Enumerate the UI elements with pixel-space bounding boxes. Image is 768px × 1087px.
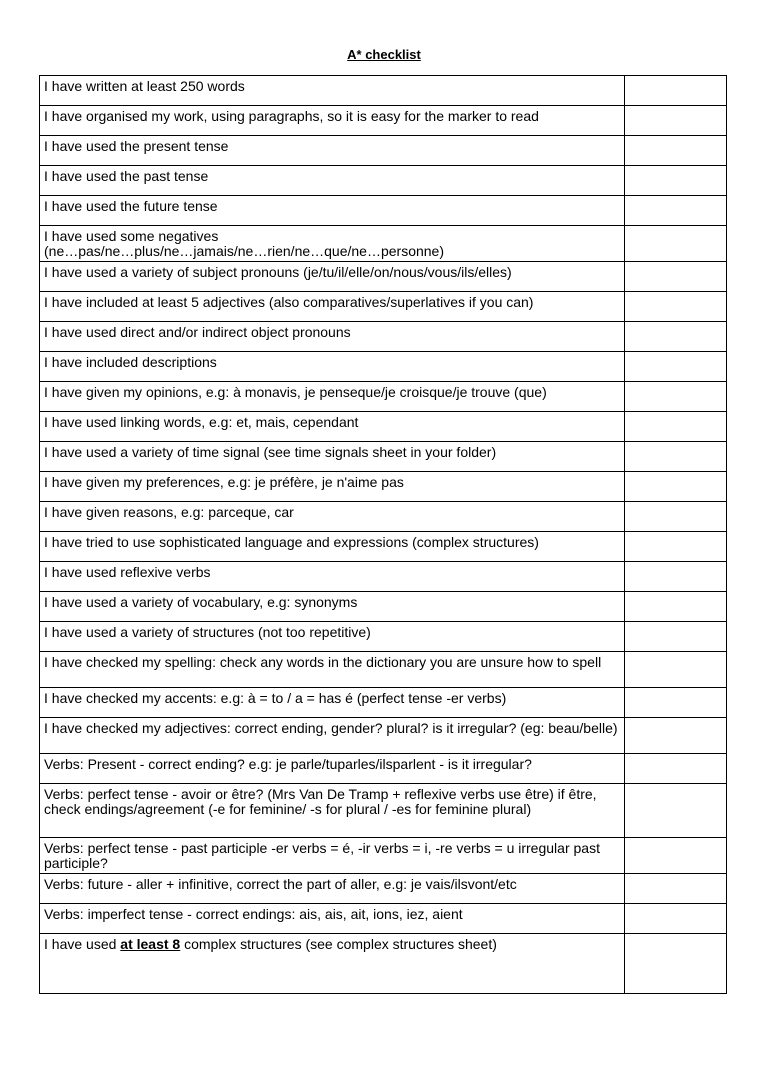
checklist-rows <box>40 76 727 994</box>
checkbox-cell[interactable] <box>625 412 727 442</box>
checkbox-cell[interactable] <box>625 874 727 904</box>
checklist-item-text: I have checked my accents: e.g: à = to / a = has é (perfect tense -er verbs) <box>40 688 625 718</box>
checkbox-cell[interactable] <box>625 904 727 934</box>
checklist-item-text: I have used the present tense <box>40 136 625 166</box>
checklist-row <box>40 784 727 838</box>
checklist-item-text: Verbs: Present - correct ending? e.g: je parle/tuparles/ilsparlent - is it irregular? <box>40 754 625 784</box>
checklist-item-text: I have given reasons, e.g: parceque, car <box>40 502 625 532</box>
checklist-row <box>40 76 727 106</box>
checkbox-cell[interactable] <box>625 196 727 226</box>
checklist-item-text: I have checked my spelling: check any words in the dictionary you are unsure how to spell <box>40 652 625 688</box>
checklist-item-text: I have used a variety of subject pronouns (je/tu/il/elle/on/nous/vous/ils/elles) <box>40 262 625 292</box>
page-title: A* checklist <box>347 47 421 62</box>
checkbox-cell[interactable] <box>625 502 727 532</box>
checklist-row <box>40 592 727 622</box>
item-text-before: I have used <box>44 936 121 952</box>
checklist-row <box>40 652 727 688</box>
checkbox-cell[interactable] <box>625 166 727 196</box>
checklist-row <box>40 226 727 262</box>
checklist-item-text: Verbs: imperfect tense - correct endings: ais, ais, ait, ions, iez, aient <box>40 904 625 934</box>
checkbox-cell[interactable] <box>625 622 727 652</box>
checklist-row <box>40 904 727 934</box>
checklist-row <box>40 718 727 754</box>
checkbox-cell[interactable] <box>625 652 727 688</box>
checklist-item-text: I have used linking words, e.g: et, mais, cependant <box>40 412 625 442</box>
checklist-item-text: I have given my preferences, e.g: je préfère, je n'aime pas <box>40 472 625 502</box>
checklist-item-text: I have used the future tense <box>40 196 625 226</box>
checkbox-cell[interactable] <box>625 292 727 322</box>
checklist-row <box>40 292 727 322</box>
checklist-item-text: Verbs: perfect tense - avoir or être? (Mrs Van De Tramp + reflexive verbs use être) if être, check endings/agreement (-e for feminine/ -s for plural / -es for feminine plural) <box>40 784 625 838</box>
checklist-row <box>40 622 727 652</box>
checklist-table <box>39 75 727 994</box>
checklist-row <box>40 502 727 532</box>
checklist-item-text: Verbs: future - aller + infinitive, correct the part of aller, e.g: je vais/ilsvont/etc <box>40 874 625 904</box>
checklist-item-text: I have included at least 5 adjectives (also comparatives/superlatives if you can) <box>40 292 625 322</box>
checklist-row <box>40 352 727 382</box>
checklist-row <box>40 934 727 994</box>
checklist-item-text: I have used a variety of structures (not too repetitive) <box>40 622 625 652</box>
checklist-item-text: I have used the past tense <box>40 166 625 196</box>
checklist-row <box>40 874 727 904</box>
checklist-row <box>40 382 727 412</box>
checkbox-cell[interactable] <box>625 718 727 754</box>
checkbox-cell[interactable] <box>625 382 727 412</box>
item-text-emphasis: at least 8 <box>120 936 181 952</box>
checkbox-cell[interactable] <box>625 934 727 994</box>
checkbox-cell[interactable] <box>625 442 727 472</box>
checkbox-cell[interactable] <box>625 262 727 292</box>
checklist-item-text: I have used direct and/or indirect object pronouns <box>40 322 625 352</box>
checkbox-cell[interactable] <box>625 136 727 166</box>
checklist-row <box>40 136 727 166</box>
checklist-row <box>40 532 727 562</box>
checklist-row <box>40 688 727 718</box>
checklist-item-text: I have checked my adjectives: correct ending, gender? plural? is it irregular? (eg: beau/belle) <box>40 718 625 754</box>
checkbox-cell[interactable] <box>625 106 727 136</box>
checkbox-cell[interactable] <box>625 352 727 382</box>
checkbox-cell[interactable] <box>625 562 727 592</box>
checklist-row <box>40 166 727 196</box>
checkbox-cell[interactable] <box>625 838 727 874</box>
checklist-item-text: I have used a variety of time signal (see time signals sheet in your folder) <box>40 442 625 472</box>
checklist-row <box>40 754 727 784</box>
checkbox-cell[interactable] <box>625 76 727 106</box>
checklist-item-text: Verbs: perfect tense - past participle -er verbs = é, -ir verbs = i, -re verbs = u irregular past participle? <box>40 838 625 874</box>
checklist-item-text: I have included descriptions <box>40 352 625 382</box>
checklist-row <box>40 322 727 352</box>
checkbox-cell[interactable] <box>625 322 727 352</box>
checklist-row <box>40 472 727 502</box>
checkbox-cell[interactable] <box>625 754 727 784</box>
checkbox-cell[interactable] <box>625 472 727 502</box>
checklist-item-text: I have used a variety of vocabulary, e.g: synonyms <box>40 592 625 622</box>
checklist-item-text: I have used some negatives (ne…pas/ne…plus/ne…jamais/ne…rien/ne…que/ne…personne) <box>40 226 625 262</box>
checklist-row <box>40 838 727 874</box>
checkbox-cell[interactable] <box>625 784 727 838</box>
checklist-item-text: I have written at least 250 words <box>40 76 625 106</box>
checklist-row <box>40 196 727 226</box>
checklist-item-text <box>40 934 625 994</box>
checklist-row <box>40 262 727 292</box>
checkbox-cell[interactable] <box>625 592 727 622</box>
item-text-after: complex structures (see complex structures sheet) <box>180 936 497 952</box>
checklist-row <box>40 562 727 592</box>
checklist-item-text: I have used reflexive verbs <box>40 562 625 592</box>
checklist-row <box>40 106 727 136</box>
checklist-row <box>40 442 727 472</box>
checklist-item-text: I have given my opinions, e.g: à monavis, je penseque/je croisque/je trouve (que) <box>40 382 625 412</box>
checkbox-cell[interactable] <box>625 532 727 562</box>
checklist-row <box>40 412 727 442</box>
checklist-item-text: I have tried to use sophisticated language and expressions (complex structures) <box>40 532 625 562</box>
checkbox-cell[interactable] <box>625 226 727 262</box>
checkbox-cell[interactable] <box>625 688 727 718</box>
checklist-item-text: I have organised my work, using paragraphs, so it is easy for the marker to read <box>40 106 625 136</box>
